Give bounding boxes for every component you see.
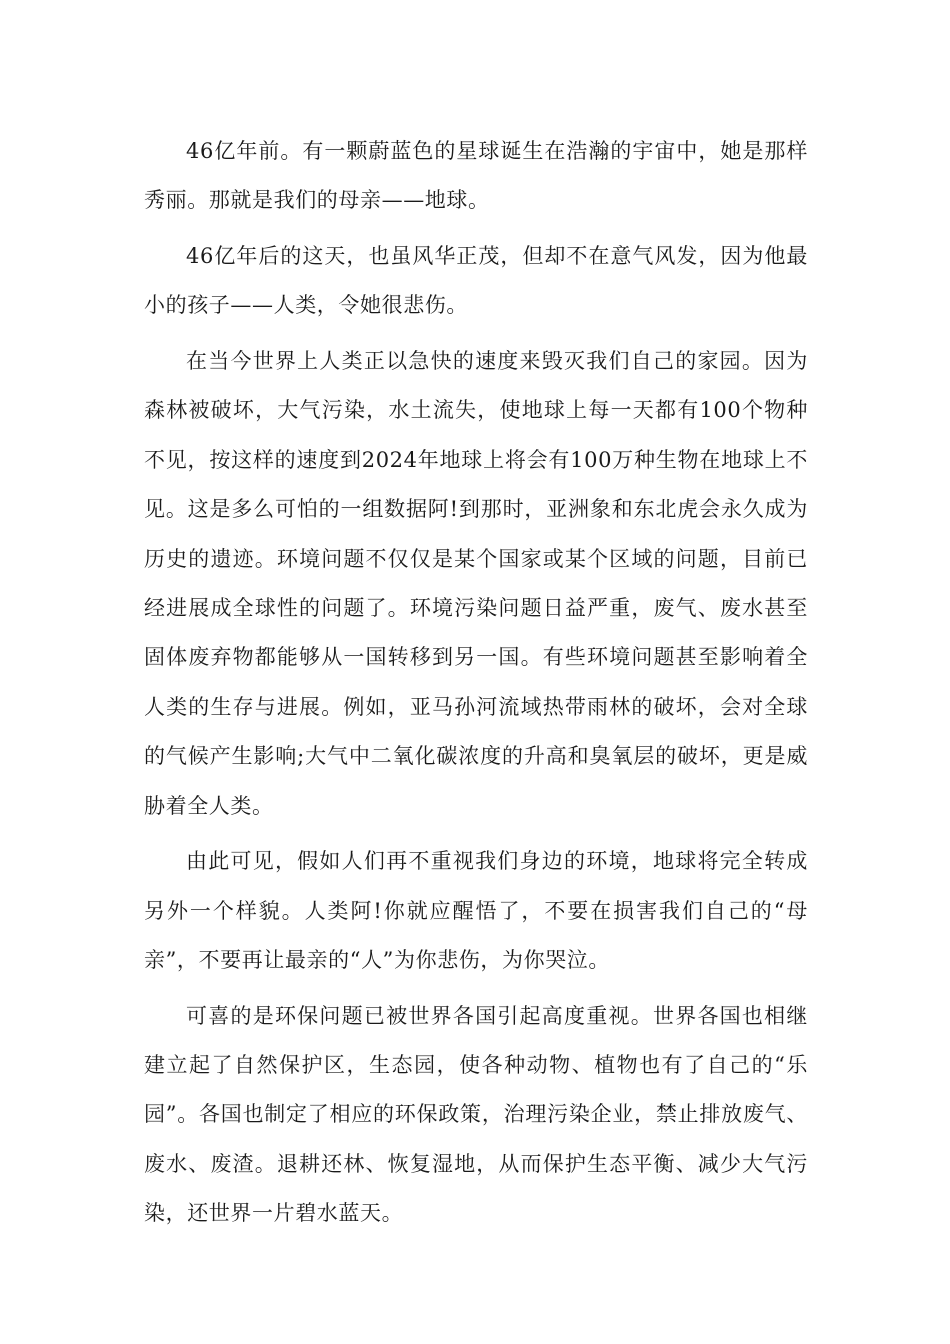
paragraph-2: 46亿年后的这天，也虽风华正茂，但却不在意气风发，因为他最小的孩子——人类，令她很悲伤。 — [144, 244, 808, 318]
paragraph-1: 46亿年前。有一颗蔚蓝色的星球诞生在浩瀚的宇宙中，她是那样秀丽。那就是我们的母亲——地球。 — [144, 139, 808, 213]
paragraph-3: 在当今世界上人类正以急快的速度来毁灭我们自己的家园。因为森林被破坏，大气污染，水土流失，使地球上每一天都有100个物种不见，按这样的速度到2024年地球上将会有100万种生物在地球上不见。这是多么可怕的一组数据阿!到那时，亚洲象和东北虎会永久成为历史的遗迹。环境问题不仅仅是某个国家或某个区域的问题，目前已经进展成全球性的问题了。环境污染问题日益严重，废气、废水甚至固体废弃物都能够从一国转移到另一国。有些环境问题甚至影响着全人类的生存与进展。例如，亚马孙河流域热带雨林的破坏，会对全球的气候产生影响;大气中二氧化碳浓度的升高和臭氧层的破坏，更是威胁着全人类。 — [144, 349, 808, 818]
document-body — [144, 127, 808, 1245]
paragraph-4: 由此可见，假如人们再不重视我们身边的环境，地球将完全转成另外一个样貌。人类阿!你就应醒悟了，不要在损害我们自己的“母亲”，不要再让最亲的“人”为你悲伤，为你哭泣。 — [144, 849, 808, 973]
paragraph-5: 可喜的是环保问题已被世界各国引起高度重视。世界各国也相继建立起了自然保护区，生态园，使各种动物、植物也有了自己的“乐园”。各国也制定了相应的环保政策，治理污染企业，禁止排放废气、废水、废渣。退耕还林、恢复湿地，从而保护生态平衡、减少大气污染，还世界一片碧水蓝天。 — [144, 1003, 808, 1226]
